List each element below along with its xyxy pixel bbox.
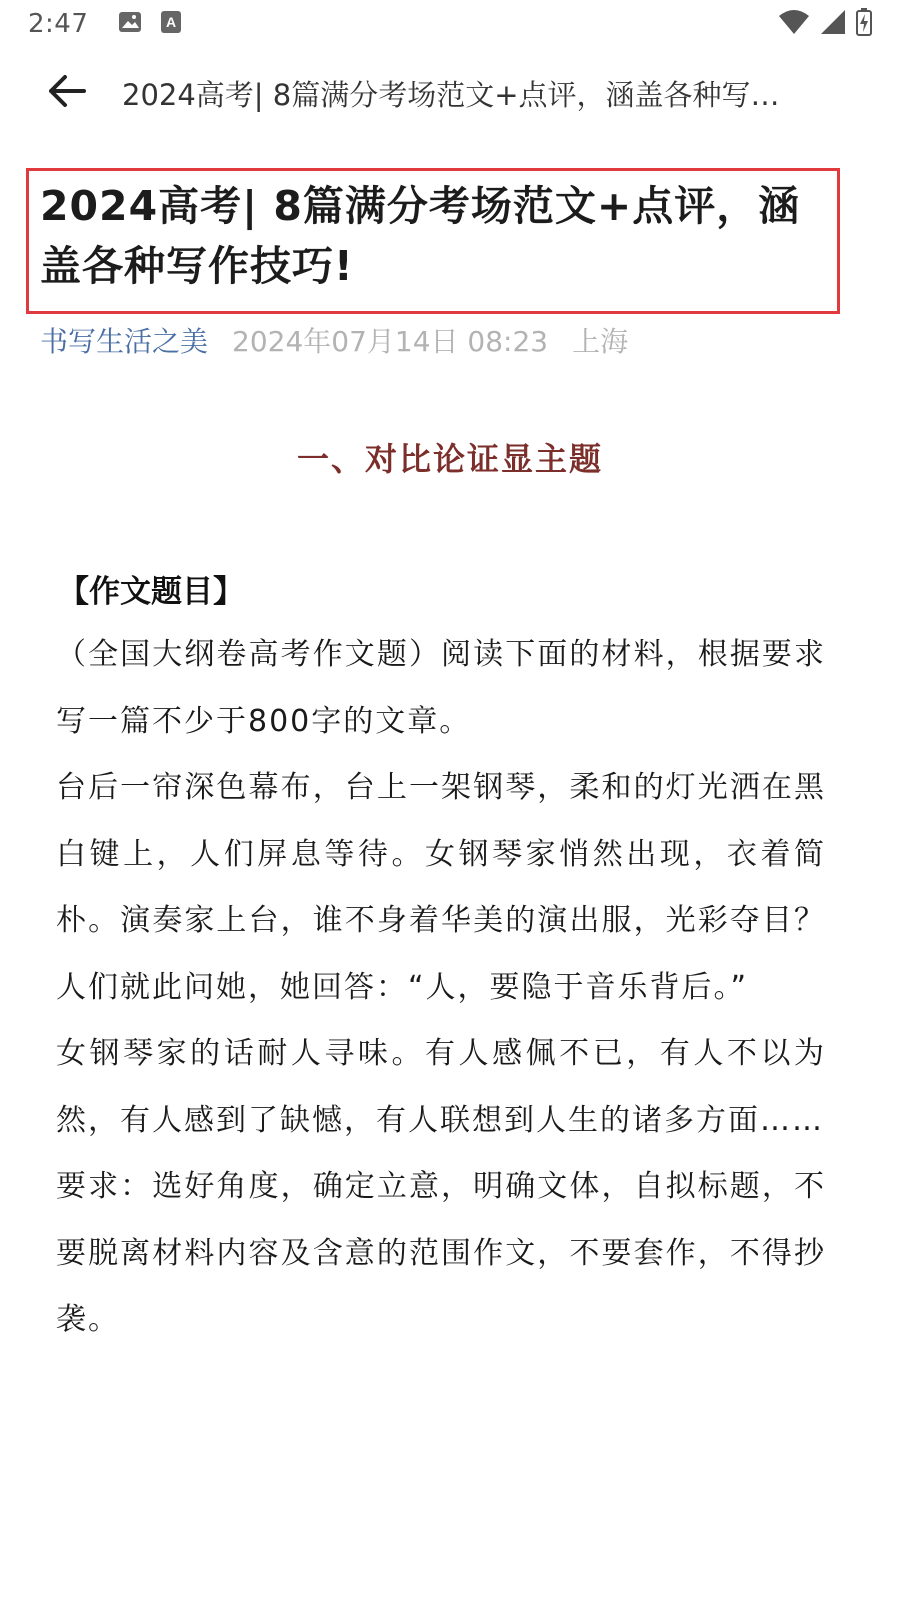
publish-date: 2024年07月14日 08:23 [232, 325, 549, 358]
back-button[interactable] [22, 50, 112, 136]
image-icon [118, 11, 142, 37]
status-time: 2:47 [28, 9, 89, 39]
paragraph: 台后一帘深色幕布，台上一架钢琴，柔和的灯光洒在黑白键上，人们屏息等待。女钢琴家悄然出现，衣着简朴。演奏家上台，谁不身着华美的演出服，光彩夺目？人们就此问她，她回答：“人，要隐于音乐背后。” [56, 770, 826, 1005]
paragraph: 女钢琴家的话耐人寻味。有人感佩不已，有人不以为然，有人感到了缺憾，有人联想到人生的诸多方面…… [56, 1036, 826, 1138]
arrow-left-icon [47, 74, 87, 112]
article-body [56, 622, 826, 1354]
paragraph: 要求：选好角度，确定立意，明确文体，自拟标题，不要脱离材料内容及含意的范围作文，不要套作，不得抄袭。 [56, 1169, 826, 1337]
battery-icon [856, 8, 872, 40]
prompt-heading: 【作文题目】 [58, 574, 244, 610]
paragraph: （全国大纲卷高考作文题）阅读下面的材料，根据要求写一篇不少于800字的文章。 [56, 637, 826, 739]
wifi-icon [778, 9, 810, 39]
author-link[interactable]: 书写生活之美 [40, 325, 209, 358]
article-title: 2024高考| 8篇满分考场范文+点评，涵盖各种写作技巧! [40, 182, 801, 290]
status-bar [0, 0, 900, 48]
publish-location: 上海 [572, 325, 629, 358]
section-heading: 一、对比论证显主题 [296, 440, 603, 478]
svg-text:A: A [166, 14, 177, 30]
text-icon [160, 10, 182, 38]
signal-icon [820, 9, 846, 39]
app-bar-title: 2024高考| 8篇满分考场范文+点评，涵盖各种写… [122, 77, 780, 112]
article-meta [40, 320, 628, 360]
app-bar [0, 50, 900, 136]
